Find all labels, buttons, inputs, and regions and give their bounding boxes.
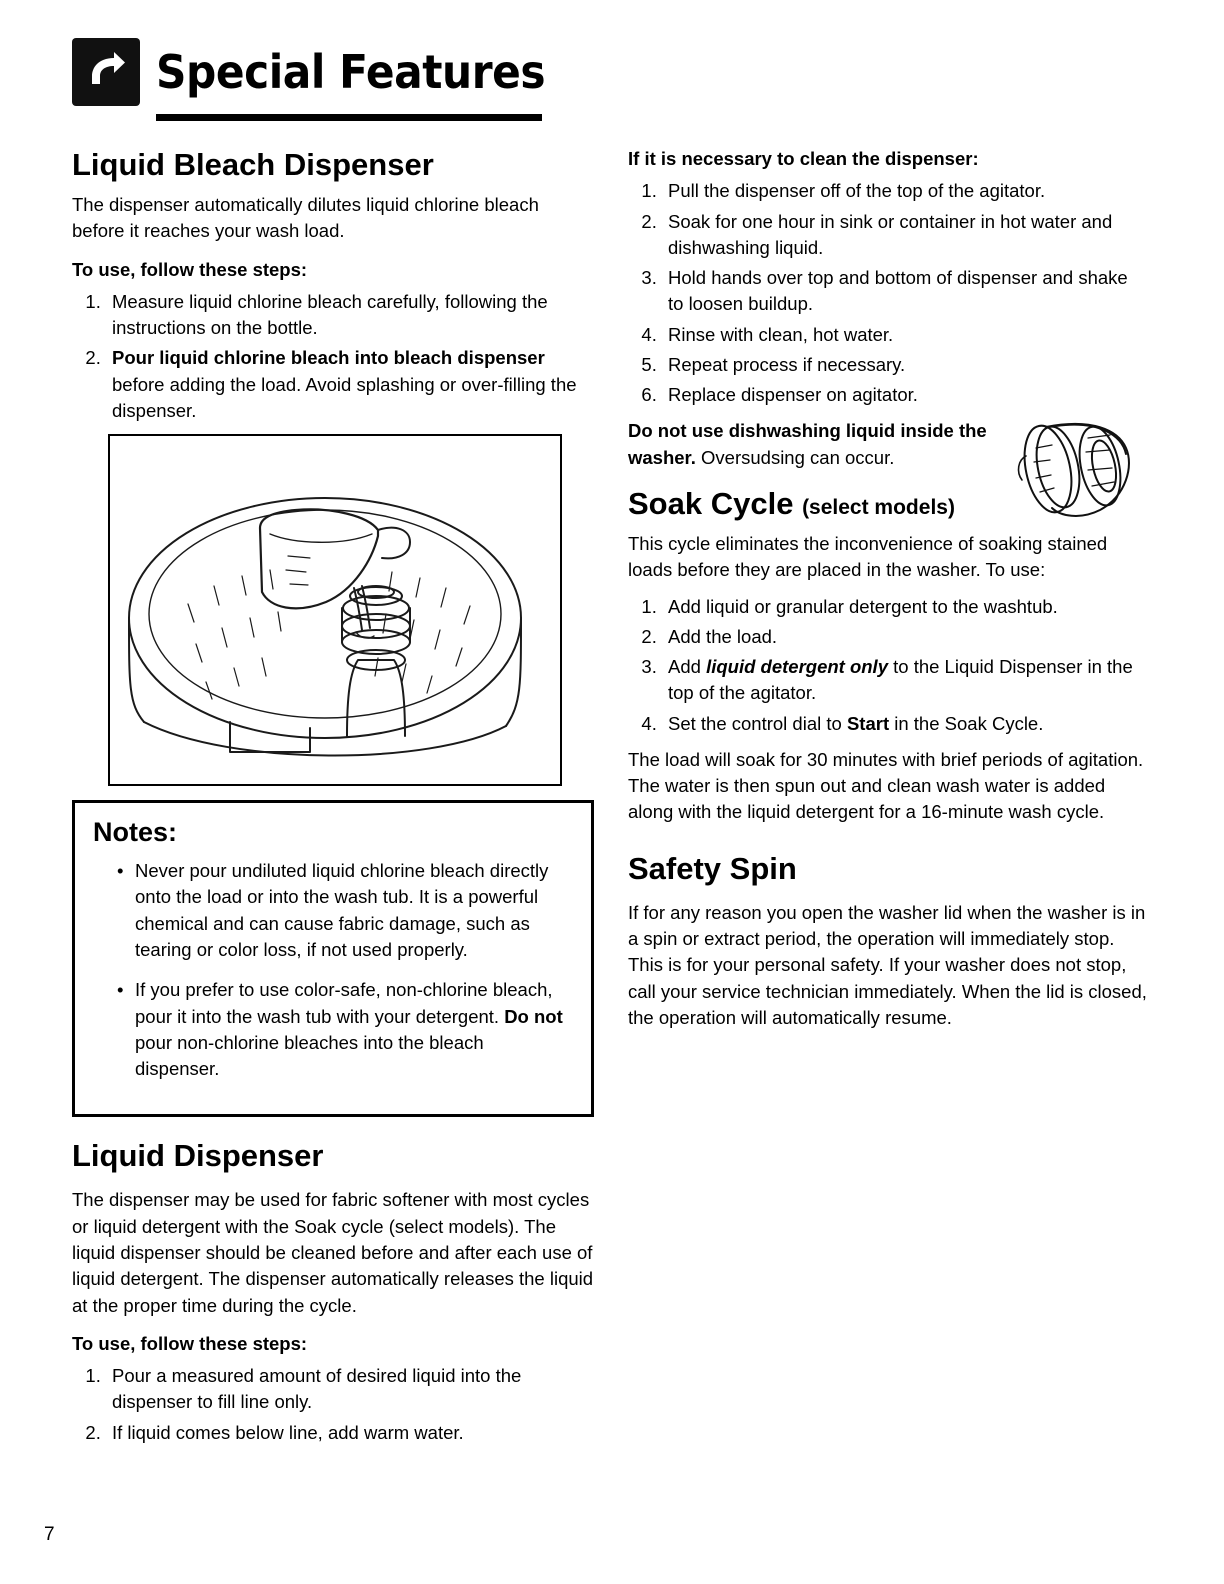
- step-post-text: to the Liquid Dispenser in the top of the agitator.: [668, 656, 1133, 704]
- liquid-bleach-steps-label: To use, follow these steps:: [72, 258, 308, 280]
- note-post-text: pour non-chlorine bleaches into the bleach dispenser.: [135, 1031, 484, 1080]
- list-item: 2. If liquid comes below line, add warm water.: [106, 1420, 594, 1446]
- list-item: [662, 654, 1148, 707]
- step-pre-text: Add: [668, 656, 707, 678]
- list-item: 3. Hold hands over top and bottom of dispenser and shake to loosen buildup.: [662, 265, 1148, 318]
- step-bold-text: Start: [846, 712, 890, 734]
- liquid-dispenser-steps: [72, 1363, 594, 1446]
- list-item: [117, 977, 573, 1082]
- list-item: [106, 345, 594, 424]
- list-item: • Never pour undiluted liquid chlorine bleach directly onto the load or into the wash tub. It is a powerful chemical and can cause fabric damage, such as tearing or color loss, if not used properly.: [117, 858, 573, 963]
- heading-clean-dispenser: If it is necessary to clean the dispenser:: [628, 148, 979, 169]
- liquid-bleach-steps: [72, 289, 594, 424]
- note-bold-text: Do not: [504, 1005, 563, 1027]
- list-item: [662, 711, 1148, 737]
- header-divider: [156, 114, 542, 121]
- page-number: 7: [44, 1524, 55, 1545]
- list-item: 4. Rinse with clean, hot water.: [662, 322, 1148, 348]
- soak-cycle-steps: [628, 594, 1148, 737]
- liquid-dispenser-steps-label: To use, follow these steps:: [72, 1332, 308, 1354]
- list-item: 1. Add liquid or granular detergent to the washtub.: [662, 594, 1148, 620]
- list-item: 1. Pour a measured amount of desired liquid into the dispenser to fill line only.: [106, 1363, 594, 1416]
- notes-box: [72, 800, 594, 1117]
- list-item: 2. Soak for one hour in sink or container in hot water and dishwashing liquid.: [662, 209, 1148, 262]
- clean-dispenser-steps: [628, 178, 1148, 408]
- left-column: [72, 148, 594, 1456]
- list-item: 1. Measure liquid chlorine bleach carefully, following the instructions on the bottle.: [106, 289, 594, 342]
- list-item: 6. Replace dispenser on agitator.: [662, 382, 1148, 408]
- step-post-text: in the Soak Cycle.: [889, 712, 1044, 734]
- liquid-dispenser-intro: The dispenser may be used for fabric softener with most cycles or liquid detergent with the Soak cycle (select models). The liquid dispenser should be cleaned before and after each use of liquid detergent. The dispenser automatically releases the liquid at the proper time during the cycle.: [72, 1189, 594, 1316]
- page-header: [72, 38, 546, 121]
- soak-cycle-intro: This cycle eliminates the inconvenience of soaking stained loads before they are placed in the washer. To use:: [628, 533, 1108, 581]
- soak-cycle-title: Soak Cycle: [628, 485, 794, 521]
- heading-safety-spin: Safety Spin: [628, 850, 797, 886]
- heading-liquid-dispenser: Liquid Dispenser: [72, 1138, 324, 1174]
- warning-rest-text: Oversudsing can occur.: [695, 446, 895, 468]
- step-rest-text: before adding the load. Avoid splashing or over-filling the dispenser.: [112, 373, 577, 421]
- list-item: 5. Repeat process if necessary.: [662, 352, 1148, 378]
- list-item: 2. Add the load.: [662, 624, 1148, 650]
- liquid-bleach-intro: The dispenser automatically dilutes liquid chlorine bleach before it reaches your wash load.: [72, 194, 539, 242]
- right-column: [628, 146, 1148, 1041]
- figure-pouring-bleach: [108, 434, 562, 786]
- step-pre-text: Set the control dial to: [668, 712, 847, 734]
- dishwashing-warning: [628, 418, 1028, 471]
- step-emphasis-text: liquid detergent only: [706, 656, 888, 678]
- list-item: 1. Pull the dispenser off of the top of the agitator.: [662, 178, 1148, 204]
- step-bold-text: Pour liquid chlorine bleach into bleach dispenser: [112, 347, 545, 369]
- soak-cycle-subtitle: (select models): [802, 495, 955, 519]
- page-title: Special Features: [156, 45, 546, 99]
- warning-bold-text: Do not use dishwashing liquid inside the washer.: [628, 420, 987, 468]
- arrow-logo-icon: [72, 38, 140, 106]
- heading-liquid-bleach-dispenser: Liquid Bleach Dispenser: [72, 147, 434, 182]
- figure-dispenser-cap: [1000, 408, 1152, 530]
- notes-list: [93, 858, 573, 1082]
- note-pre-text: If you prefer to use color-safe, non-chlorine bleach, pour it into the wash tub with your detergent.: [135, 979, 553, 1027]
- safety-spin-body: If for any reason you open the washer lid when the washer is in a spin or extract period, the operation will immediately stop. This is for your personal safety. If your washer does not stop, call your service technician immediately. When the lid is closed, the operation will automatically resume.: [628, 901, 1147, 1028]
- notes-title: Notes:: [93, 817, 178, 848]
- soak-cycle-closing: The load will soak for 30 minutes with brief periods of agitation. The water is then spun out and clean wash water is added along with the liquid detergent for a 16-minute wash cycle.: [628, 748, 1144, 823]
